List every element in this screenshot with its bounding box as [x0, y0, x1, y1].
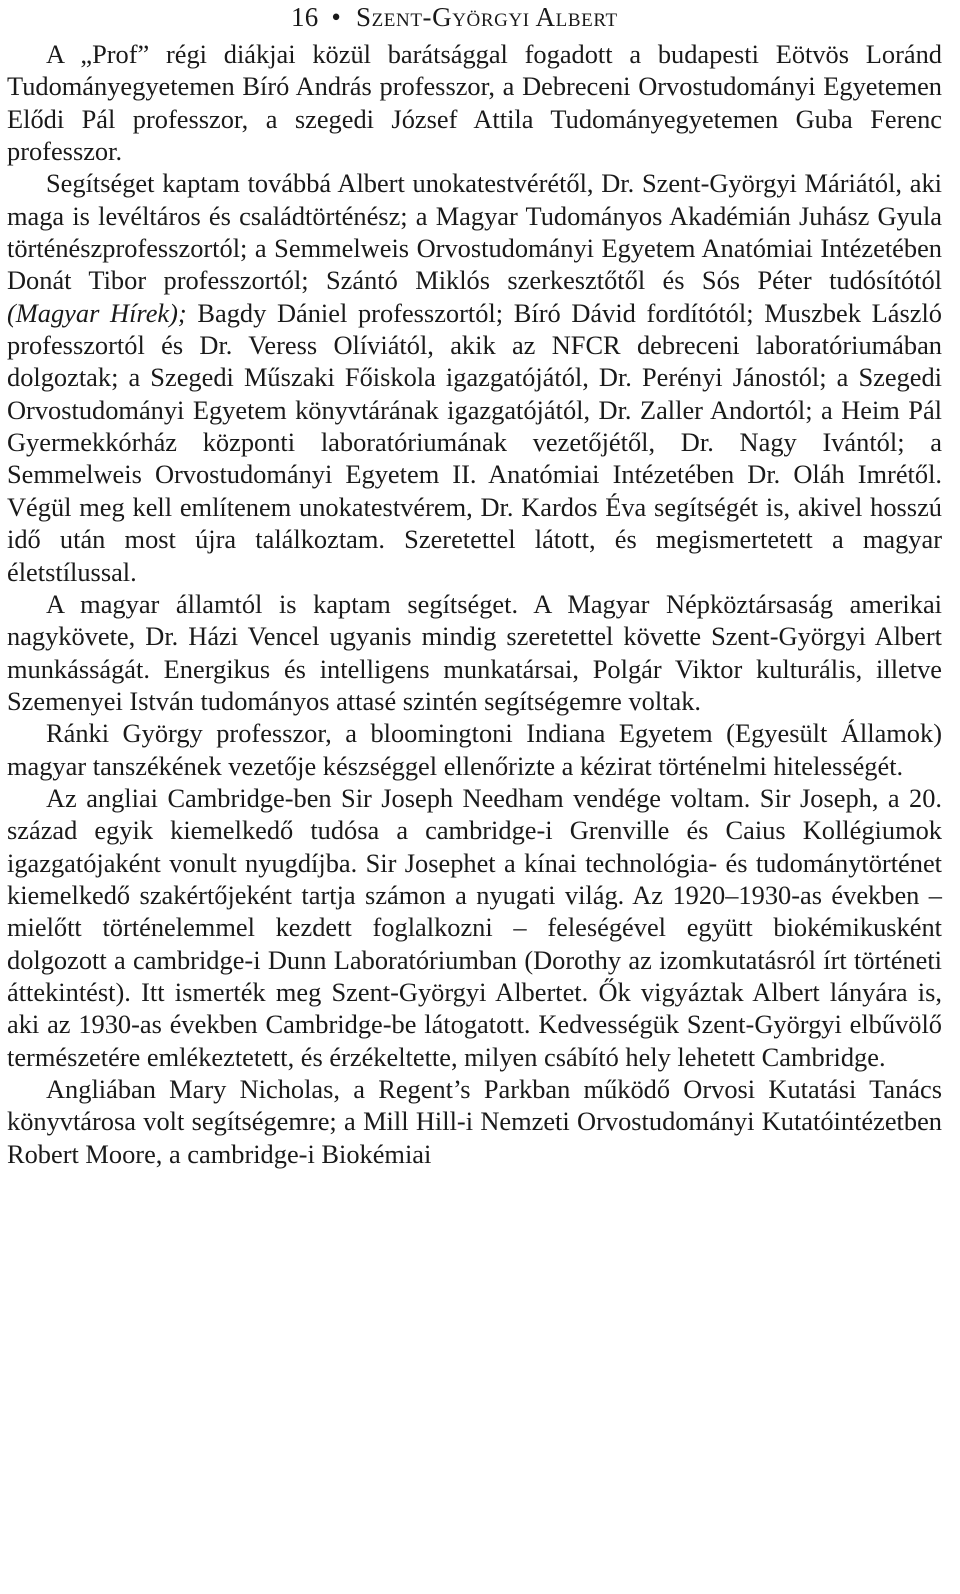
- paragraph-state-support: A magyar államtól is kaptam segítséget. A Magyar Népköztársaság amerikai nagykövete, Dr. Házi Vencel ugyanis mindig szeretettel követte Szent-Györgyi Albert munkásságát. Energikus és intelligens munkatársai, Polgár Viktor kulturális, illetve Szemenyei István tudományos attasé szintén segítségemre voltak.: [7, 588, 942, 716]
- paragraph-text: Segítséget kaptam továbbá Albert unokatestvérétől, Dr. Szent-Györgyi Máriától, aki maga is levéltáros és családtörténész; a Magyar Tudományos Akadémián Juhász Gyula történészprofesszortól; a Semmelweis Orvostudományi Egyetem Anatómiai Intézetében Donát Tibor professzortól; Szántó Miklós szerkesztőtől és Sós Péter tudósítótól: [7, 168, 942, 296]
- paragraph-ranki: Ránki György professzor, a bloomingtoni Indiana Egyetem (Egyesült Államok) magyar tanszékének vezetője készséggel ellenőrizte a kézirat történelmi hitelességét.: [7, 718, 942, 781]
- running-title: Szent-Györgyi Albert: [355, 2, 618, 32]
- page-number: 16: [291, 2, 319, 32]
- paragraph-acknowledgements: [7, 167, 942, 587]
- paragraph-university-hosts: A „Prof” régi diákjai közül barátsággal fogadott a budapesti Eötvös Loránd Tudományegyetemen Bíró András professzor, a Debreceni Orvostudományi Egyetemen Elődi Pál professzor, a szegedi József Attila Tudományegyetemen Guba Ferenc professzor.: [7, 39, 942, 167]
- body-text: [7, 38, 942, 1170]
- paragraph-england: Angliában Mary Nicholas, a Regent’s Parkban működő Orvosi Kutatási Tanács könyvtárosa volt segítségemre; a Mill Hill-i Nemzeti Orvostudományi Kutatóintézetben Robert Moore, a cambridge-i Biokémiai: [7, 1074, 942, 1169]
- publication-title: (Magyar Hírek);: [7, 297, 187, 328]
- paragraph-needham: Az angliai Cambridge-ben Sir Joseph Needham vendége voltam. Sir Joseph, a 20. század egyik kiemelkedő tudósa a cambridge-i Grenville és Caius Kollégiumok igazgatójaként vonult nyugdíjba. Sir Josephet a kínai technológia- és tudománytörténet kiemelkedő szakértőjeként tartja számon a nyugati világ. Az 1920–1930-as években – mielőtt történelemmel kezdett foglalkozni – feleségével együtt biokémikusként dolgozott a cambridge-i Dunn Laboratóriumban (Dorothy az izomkutatásról írt történeti áttekintést). Itt ismerték meg Szent-Györgyi Albertet. Ők vigyáztak Albert lányára is, aki az 1930-as években Cambridge-be látogatott. Kedvességük Szent-Györgyi elbűvölő természetére emlékeztetett, és érzékeltette, milyen csábító hely lehetett Cambridge.: [7, 782, 942, 1072]
- paragraph-text: Bagdy Dániel professzortól; Bíró Dávid fordítótól; Muszbek László professzortól és Dr. Veress Olíviától, akik az NFCR debreceni laboratóriumában dolgoztak; a Szegedi Műszaki Főiskola igazgatójától, Dr. Perényi Jánostól; a Szegedi Orvostudományi Egyetem könyvtárának igazgatójától, Dr. Zaller Andortól; a Heim Pál Gyermekkórház központi laboratóriumának vezetőjétől, Dr. Nagy Ivántól; a Semmelweis Orvostudományi Egyetem II. Anatómiai Intézetében Dr. Oláh Imrétől. Végül meg kell említenem unokatestvérem, Dr. Kardos Éva segítségét is, akivel hosszú idő után most újra találkoztam. Szeretettel látott, és megismertetett a magyar életstílussal.: [7, 297, 942, 587]
- running-head: [291, 2, 618, 32]
- bullet-separator: •: [331, 2, 342, 32]
